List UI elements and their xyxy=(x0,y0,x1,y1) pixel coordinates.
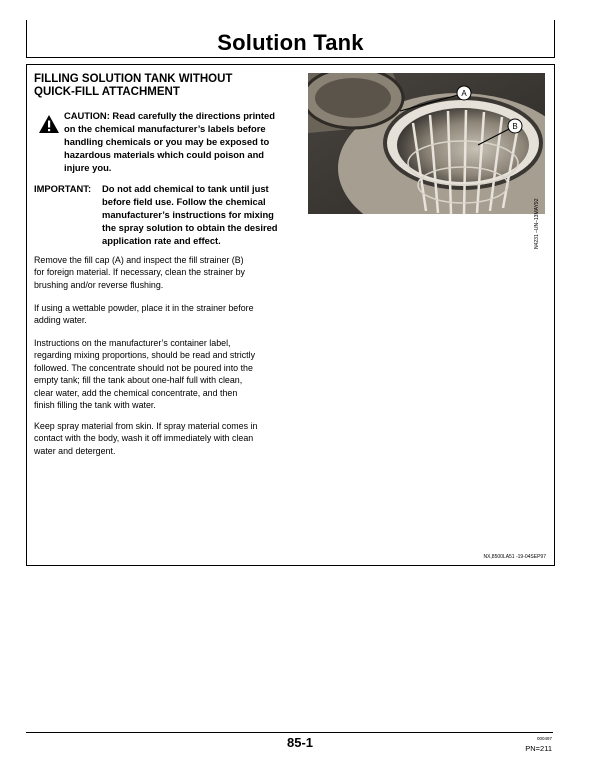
paragraph-line: Instructions on the manufacturer’s container label, xyxy=(34,338,231,348)
warning-triangle-icon xyxy=(38,114,60,134)
paragraph-line: brushing and/or reverse flushing. xyxy=(34,279,164,290)
photo-illustration xyxy=(308,73,545,214)
caution-line: injure you. xyxy=(64,162,112,174)
paragraph-line: for foreign material. If necessary, clean the strainer by xyxy=(34,267,245,278)
footer-divider xyxy=(26,732,553,733)
section-heading-line: FILLING SOLUTION TANK WITHOUT xyxy=(34,73,233,85)
paragraph-fill-cap xyxy=(34,254,317,291)
paragraph-line: Remove the fill cap (A) and inspect the fill strainer (B) xyxy=(34,255,244,265)
important-line: the spray solution to obtain the desired xyxy=(102,222,278,234)
important-line: application rate and effect. xyxy=(102,235,221,247)
callout-a: A xyxy=(461,89,467,98)
important-block xyxy=(34,182,314,247)
paragraph-skin-warning xyxy=(34,420,317,457)
caution-line: handling chemicals or you may be exposed to xyxy=(64,136,270,148)
important-label: IMPORTANT: xyxy=(34,183,92,194)
footer-date-code: 000497 xyxy=(536,736,552,741)
paragraph-line: contact with the body, wash it off immediately with clean xyxy=(34,433,254,444)
important-line: manufacturer’s instructions for mixing xyxy=(102,209,274,221)
section-heading xyxy=(34,73,294,99)
paragraph-line: clear water, add the chemical concentrate, and then xyxy=(34,387,238,398)
paragraph-line: regarding mixing proportions, should be read and strictly xyxy=(34,350,256,361)
paragraph-line: followed. The concentrate should not be poured into the xyxy=(34,362,253,373)
tank-strainer-photo xyxy=(308,73,545,214)
photo-id-vertical xyxy=(534,131,546,251)
paragraph-line: finish filling the tank with water. xyxy=(34,400,156,411)
paragraph-line: adding water. xyxy=(34,315,87,326)
footer-pn-code: PN=211 xyxy=(525,744,552,753)
caution-text xyxy=(64,109,304,174)
page-number: 85-1 xyxy=(286,735,314,750)
page-title: Solution Tank xyxy=(217,30,364,55)
callout-b: B xyxy=(512,122,518,131)
paragraph-line: water and detergent. xyxy=(34,445,116,456)
photo-id-text: N4231 –UN–13MAY92 xyxy=(534,198,540,249)
important-line: Do not add chemical to tank until just xyxy=(102,183,269,194)
paragraph-instructions xyxy=(34,337,317,411)
caution-block xyxy=(34,109,304,179)
caution-line: on the chemical manufacturer’s labels before xyxy=(64,123,266,135)
caution-line: CAUTION: Read carefully the directions printed xyxy=(64,110,275,121)
paragraph-line: If using a wettable powder, place it in the strainer before xyxy=(34,303,254,313)
caution-line: hazardous materials which could poison and xyxy=(64,149,265,161)
paragraph-wettable-powder xyxy=(34,302,317,327)
important-line: before field use. Follow the chemical xyxy=(102,196,266,208)
reference-code: NX,8500LA51 -19-04SEP97 xyxy=(483,554,546,560)
content-box xyxy=(26,64,555,566)
section-heading-line: QUICK-FILL ATTACHMENT xyxy=(34,86,180,98)
title-box xyxy=(26,20,555,58)
paragraph-line: empty tank; fill the tank about one-half full with clean, xyxy=(34,375,243,386)
important-text xyxy=(102,182,307,247)
paragraph-line: Keep spray material from skin. If spray material comes in xyxy=(34,421,258,431)
